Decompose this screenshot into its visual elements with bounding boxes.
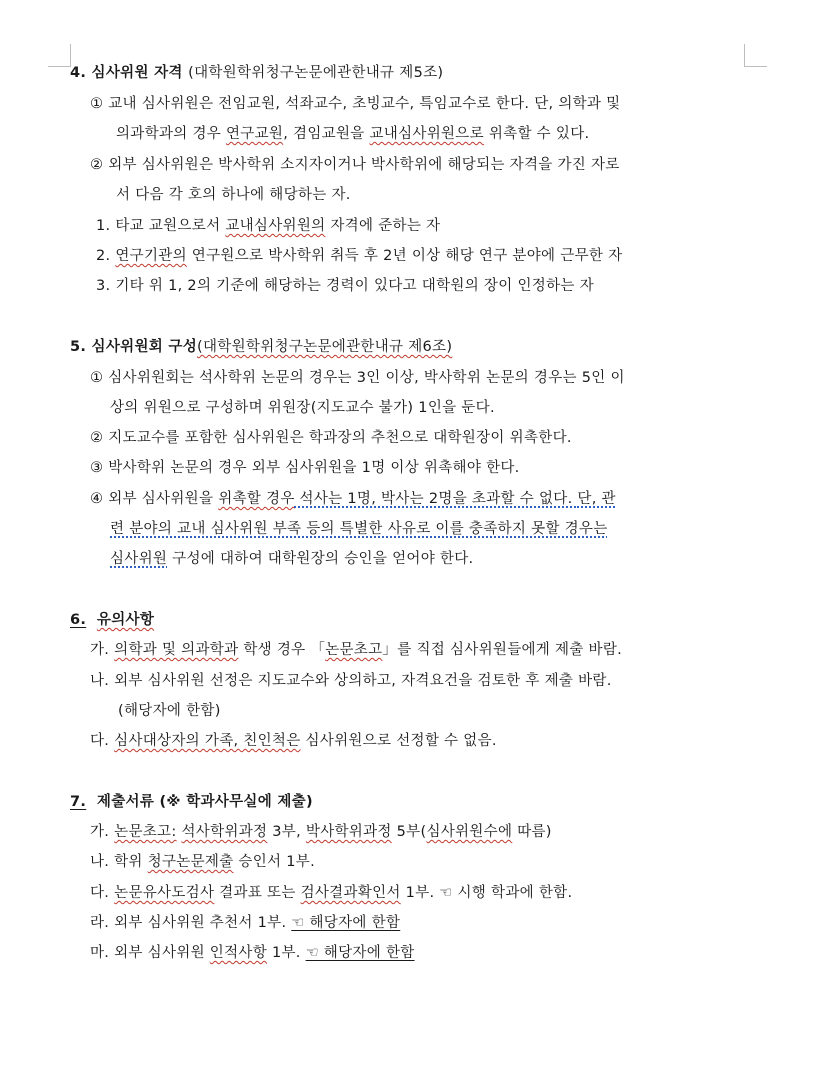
section-6-item-b: 나. 외부 심사위원 선정은 지도교수와 상의하고, 자격요건을 검토한 후 제출 바람.: [90, 673, 612, 689]
text-run: 」를 직접 심사위원들에게 제출 바람.: [382, 642, 623, 658]
section-5-item-1: ① 심사위원회는 석사학위 논문의 경우는 3인 이상, 박사학위 논문의 경우는 5인 이: [90, 370, 625, 386]
text-run: 다.: [90, 733, 115, 749]
section-7-number: 7.: [70, 794, 87, 810]
section-4-subitem-1: [96, 216, 440, 236]
section-5-item-2: ② 지도교수를 포함한 심사위원은 학과장의 추천으로 대학원장이 위촉한다.: [90, 430, 572, 446]
text-run: 가.: [90, 824, 115, 840]
text-run: 단, 관: [577, 491, 616, 507]
text-run: 위촉할 수 있다.: [483, 126, 590, 142]
page-corner-mark-right: [744, 44, 767, 67]
text-run: 구성에 대하여 대학원장의 승인을 얻어야 한다.: [167, 551, 474, 567]
text-run: 마. 외부 심사위원: [90, 945, 210, 961]
text-run: 자격에 준하는 자: [325, 218, 441, 234]
section-5-item-1-cont: 상의 위원으로 구성하며 위원장(지도교수 불가) 1인을 둔다.: [110, 400, 495, 416]
section-6-number: 6.: [70, 612, 87, 628]
section-6-item-b-note: (해당자에 한함): [118, 703, 221, 719]
text-run: ☜ 해당자에 한함: [305, 945, 415, 961]
text-run: ☜ 해당자에 한함: [291, 915, 401, 931]
text-run: 위촉할 경우: [218, 491, 295, 507]
text-run: 승인서 1부.: [233, 854, 315, 870]
text-run: 인적사항: [209, 945, 268, 961]
section-4-item-1-cont: [116, 124, 589, 144]
text-run: 라. 외부 심사위원 추천서 1부.: [90, 915, 292, 931]
text-run: 련 분야의 교내 심사위원 부족 등의 특별한 사유로 이를 충족하지 못할 경우는: [110, 521, 608, 537]
text-run: 심사위원수에: [426, 824, 513, 840]
text-run: 연구원으로 박사학위 취득 후 2년 이상 해당 연구 분야에 근무한 자: [186, 248, 623, 264]
text-run: 청구논문제출: [147, 854, 234, 870]
section-6-item-c: [90, 731, 497, 751]
text-run: 심사대상자의 가족, 친인척은: [114, 733, 301, 749]
section-4-item-2-cont: 서 다음 각 호의 하나에 해당하는 자.: [116, 187, 351, 203]
section-7-item-b: [90, 852, 315, 872]
text-run: 따름): [512, 824, 552, 840]
section-5-item-4-cont-2: [110, 549, 473, 569]
text-run: 3부,: [267, 824, 306, 840]
section-5-item-4-cont: [110, 519, 608, 539]
text-run: 논문초고:: [114, 824, 177, 840]
text-run: 5부(: [391, 824, 427, 840]
text-run: 다.: [90, 885, 115, 901]
section-7-heading: [70, 792, 313, 812]
text-run: 논문유사도검사: [114, 885, 215, 901]
text-run: 가.: [90, 642, 115, 658]
section-6-title: 유의사항: [96, 612, 155, 628]
text-run: 검사결과확인서: [300, 885, 401, 901]
section-6-heading: [70, 610, 154, 630]
section-7-title: 제출서류 (※ 학과사무실에 제출): [96, 794, 313, 810]
section-4-item-2: ② 외부 심사위원은 박사학위 소지자이거나 박사학위에 해당되는 자격을 가진 자로: [90, 157, 620, 173]
section-7-item-d: [90, 913, 400, 933]
text-run: 심사위원: [110, 551, 168, 567]
text-run: 나. 학위: [90, 854, 148, 870]
text-run: 의과학과의 경우: [116, 126, 226, 142]
text-run: 연구기관의: [115, 248, 187, 264]
text-run: 석사는 1명, 박사는 2명을 초과할 수 없다.: [294, 491, 578, 507]
section-4-subitem-3: 3. 기타 위 1, 2의 기준에 해당하는 경력이 있다고 대학원의 장이 인정하는 자: [96, 278, 594, 294]
section-7-item-e: [90, 943, 415, 963]
text-run: 1부.: [267, 945, 306, 961]
text-run: 연구교원: [225, 126, 284, 142]
text-run: 학생 경우 「: [238, 642, 326, 658]
section-5-heading: [70, 337, 452, 357]
section-6-item-a: [90, 640, 622, 660]
section-5-reference: (대학원학위청구논문에관한내규 제6조): [197, 339, 453, 355]
section-7-item-c: [90, 883, 572, 903]
section-4-subitem-2: [96, 246, 622, 266]
section-4-reference: (대학원학위청구논문에관한내규 제5조): [188, 65, 444, 81]
text-run: 2.: [96, 248, 116, 264]
text-run: 논문초고: [325, 642, 383, 658]
text-run: 석사학위과정: [181, 824, 268, 840]
text-run: 의학과 및 의과학과: [114, 642, 239, 658]
text-run: 1. 타교 교원으로서: [96, 218, 226, 234]
text-run: 교내심사위원의: [225, 218, 326, 234]
section-7-item-a: [90, 822, 552, 842]
section-5-item-4: [90, 489, 616, 509]
section-4-item-1: ① 교내 심사위원은 전임교원, 석좌교수, 초빙교수, 특임교수로 한다. 단, 의학과 및: [90, 96, 621, 112]
text-run: 1부. ☜ 시행 학과에 한함.: [400, 885, 573, 901]
text-run: 교내심사위원으로: [369, 126, 484, 142]
section-4-title: 4. 심사위원 자격: [70, 65, 183, 81]
text-run: ④ 외부 심사위원을: [90, 491, 219, 507]
section-5-item-3: ③ 박사학위 논문의 경우 외부 심사위원을 1명 이상 위촉해야 한다.: [90, 460, 520, 476]
text-run: , 겸임교원을: [283, 126, 370, 142]
page-corner-mark-left: [48, 44, 71, 67]
section-5-title: 5. 심사위원회 구성: [70, 339, 198, 355]
text-run: 심사위원으로 선정할 수 없음.: [300, 733, 497, 749]
text-run: 결과표 또는: [214, 885, 301, 901]
section-4-heading: [70, 63, 443, 83]
text-run: 박사학위과정: [305, 824, 392, 840]
